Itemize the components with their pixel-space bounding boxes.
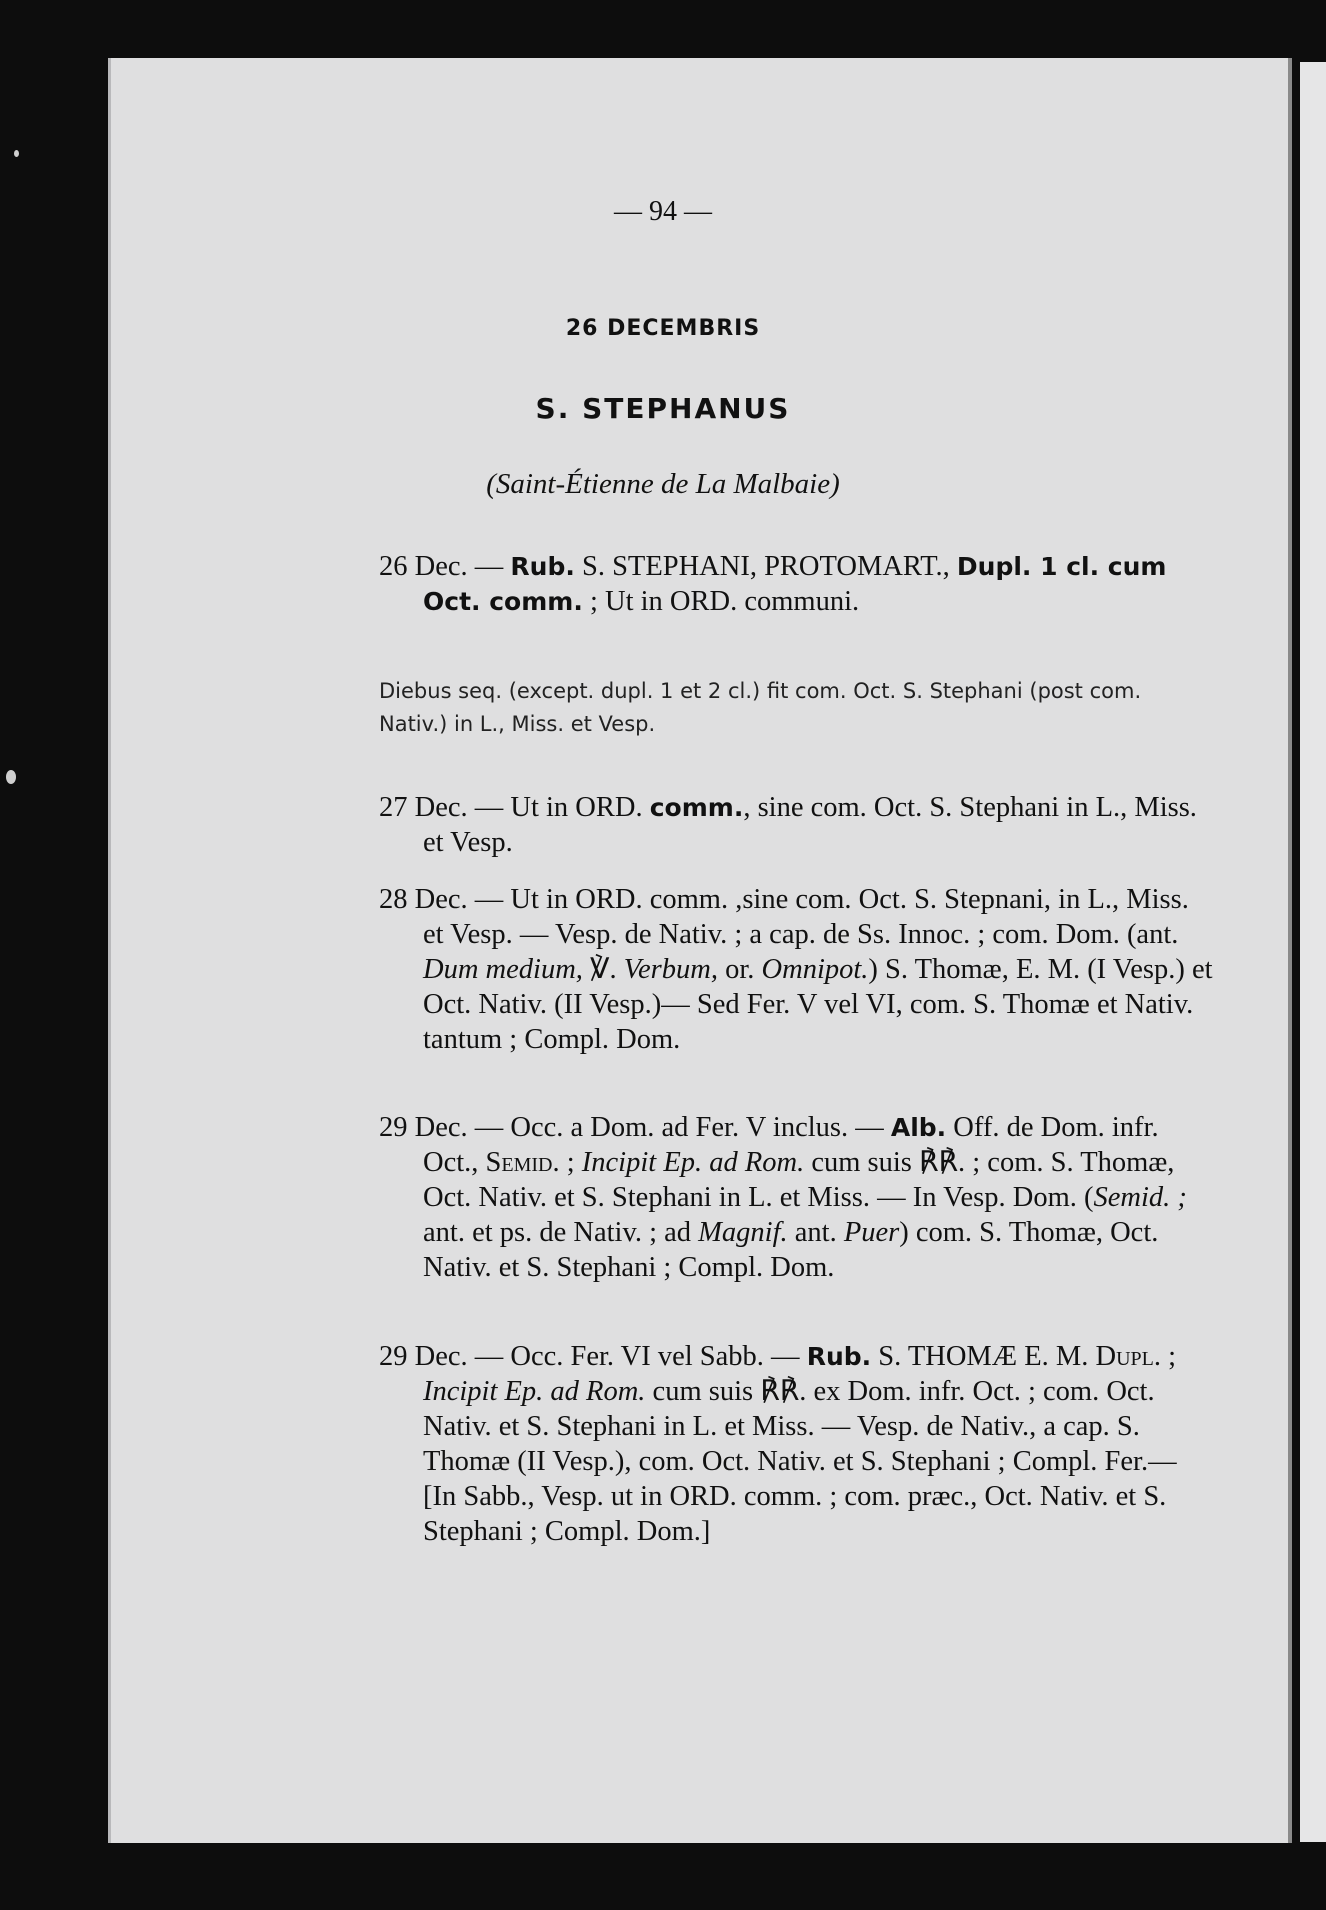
- entry-28-dec: [379, 882, 1213, 1057]
- date-heading: 26 DECEMBRIS: [565, 316, 761, 341]
- entry-26-dec: [379, 549, 1213, 619]
- text-run: Verbum,: [623, 954, 718, 985]
- text-run: S. STEPHANI, PROTOMART.,: [574, 551, 957, 582]
- text-run: 28 Dec. — Ut in ORD. comm. ,sine com. Oct. S. Stepnani, in L., Miss. et Vesp. — Vesp. de Nativ. ; a cap. de Ss. Innoc. ; com. Dom. (ant.: [379, 884, 1189, 950]
- parish-subtitle: (Saint-Étienne de La Malbaie): [486, 468, 840, 500]
- text-run: cum suis ℟℟. ex Dom. infr. Oct. ; com. Oct. Nativ. et S. Stephani in L. et Miss. — Vesp. de Nativ., a cap. S. Thomæ (II Vesp.), com. Oct. Nativ. et S. Stephani ; Compl. Fer.— [In Sabb., Vesp. ut in ORD. comm. ; com. præc., Oct. Nativ. et S. Stephani ; Compl. Dom.]: [423, 1376, 1177, 1547]
- text-run: Semid. ;: [1093, 1182, 1187, 1213]
- text-run: ) S. Thomæ, E. M. (I Vesp.) et Oct. Nativ. (II Vesp.)— Sed Fer. V vel VI, com. S. Thomæ et Nativ. tantum ; Compl. Dom.: [423, 954, 1213, 1055]
- text-run: Omnipot.: [761, 954, 869, 985]
- text-run: Dupl. 1 cl. cum Oct. comm.: [423, 552, 1167, 616]
- text-run: 26 Dec. —: [379, 551, 511, 582]
- text-run: or.: [717, 954, 762, 985]
- saint-heading: S. STEPHANUS: [535, 392, 791, 425]
- text-run: 27 Dec. — Ut in ORD.: [379, 792, 650, 823]
- text-run: 29 Dec. — Occ. Fer. VI vel Sabb. —: [379, 1341, 807, 1372]
- text-run: Rub.: [806, 1342, 872, 1371]
- speck: [6, 770, 16, 784]
- text-run: Incipit Ep. ad Rom.: [581, 1147, 805, 1178]
- text-run: Magnif.: [698, 1217, 788, 1248]
- speck: [14, 150, 19, 157]
- text-run: ;: [1160, 1341, 1177, 1372]
- text-run: ℣.: [582, 954, 624, 985]
- text-run: Semid.: [485, 1147, 560, 1178]
- text-run: ; Ut in ORD. communi.: [582, 586, 860, 617]
- text-run: cum suis ℟℟. ; com. S. Thomæ, Oct. Nativ. et S. Stephani in L. et Miss. — In Vesp. Dom. (: [423, 1147, 1175, 1213]
- text-run: Off. de Dom. infr. Oct.,: [423, 1112, 1159, 1178]
- text-run: ant. et ps. de Nativ. ; ad: [423, 1217, 699, 1248]
- note-octave-commemoration: [379, 675, 1169, 741]
- text-run: Alb.: [890, 1113, 947, 1142]
- text-run: Dupl.: [1095, 1341, 1161, 1372]
- entry-29-dec-fer: [379, 1339, 1213, 1549]
- entry-29-dec-dom: [379, 1110, 1213, 1285]
- text-run: Rub.: [510, 552, 575, 581]
- text-run: 29 Dec. — Occ. a Dom. ad Fer. V inclus. —: [379, 1112, 891, 1143]
- text-run: Dum medium,: [423, 954, 583, 985]
- text-run: , sine com. Oct. S. Stephani in L., Miss. et Vesp.: [423, 792, 1197, 858]
- text-run: comm.: [649, 793, 744, 822]
- text-run: ;: [559, 1147, 582, 1178]
- entry-27-dec: [379, 790, 1213, 860]
- text-run: Puer: [843, 1217, 900, 1248]
- text-run: ) com. S. Thomæ, Oct. Nativ. et S. Stephani ; Compl. Dom.: [423, 1217, 1159, 1283]
- text-run: ant.: [787, 1217, 844, 1248]
- text-run: Incipit Ep. ad Rom.: [423, 1376, 646, 1407]
- text-run: S. THOMÆ E. M.: [871, 1341, 1096, 1372]
- text-run: Diebus seq. (except. dupl. 1 et 2 cl.) fit com. Oct. S. Stephani (post com. Nativ.) in L., Miss. et Vesp.: [379, 679, 1142, 736]
- page-number: — 94 —: [614, 196, 712, 227]
